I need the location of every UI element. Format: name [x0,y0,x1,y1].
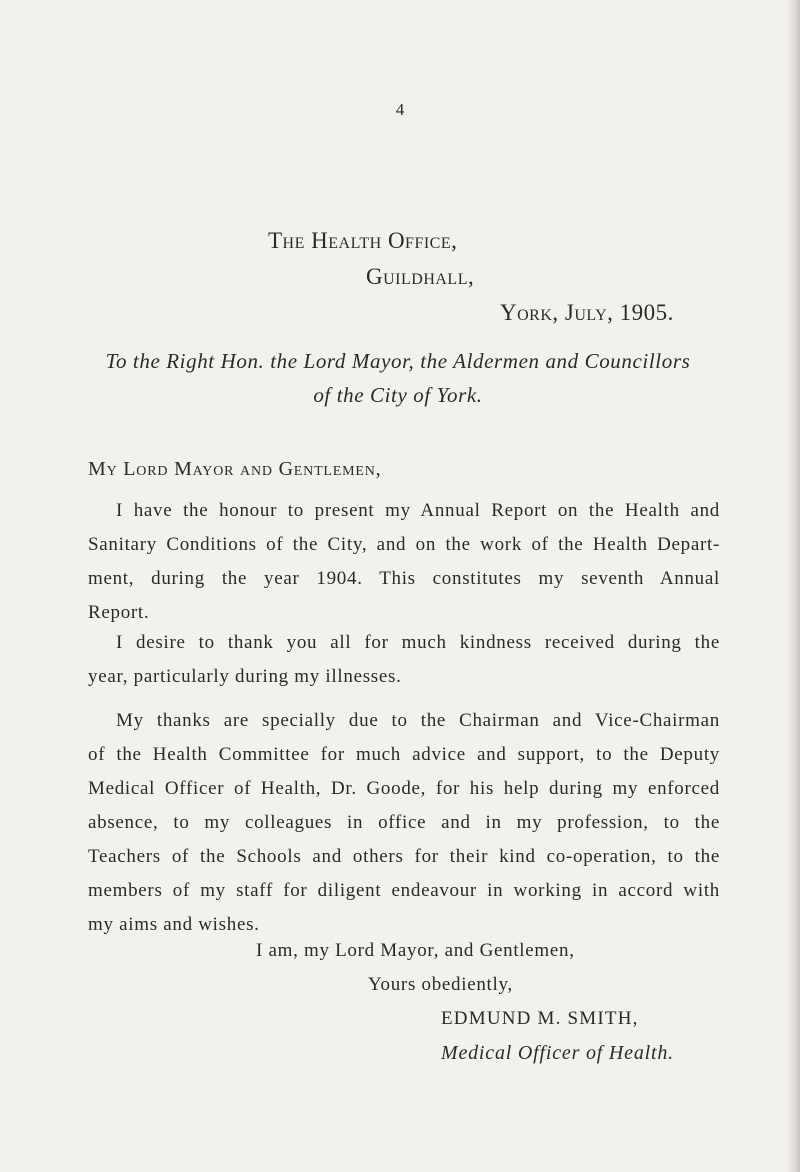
address-line-building: Guildhall, [366,264,475,289]
signature-title: Medical Officer of Health. [441,1042,674,1064]
paragraph-line: I desire to thank you all for much kindness received during the [116,632,720,653]
paragraph-line: Teachers of the Schools and others for their kind co-operation, to the [88,846,720,867]
paragraph-line: year, particularly during my illnesses. [88,666,402,687]
address-line-office: The Health Office, [268,228,458,253]
closing-line: I am, my Lord Mayor, and Gentlemen, [256,940,575,961]
paragraph-line: of the Health Committee for much advice and support, to the Deputy [88,744,720,765]
paragraph-line: My thanks are specially due to the Chairman and Vice-Chairman [116,710,720,731]
paragraph-line: absence, to my colleagues in office and in my profession, to the [88,812,720,833]
address-line-date: York, July, 1905. [500,300,674,325]
paragraph-line: ment, during the year 1904. This constitutes my seventh Annual [88,568,720,589]
paragraph-line: my aims and wishes. [88,914,260,935]
addressee [88,344,708,412]
signature-name: EDMUND M. SMITH, [441,1008,639,1029]
addressee-line-2: of the City of York. [313,383,483,407]
greeting: My Lord Mayor and Gentlemen, [88,458,382,480]
paragraph-line: Report. [88,602,150,623]
page-edge-shadow [786,0,800,1172]
paragraph-line: I have the honour to present my Annual Report on the Health and [116,500,720,521]
paragraph-report [88,494,720,630]
paragraph-thanks [88,626,720,694]
paragraph-line: members of my staff for diligent endeavour in working in accord with [88,880,720,901]
paragraph-line: Sanitary Conditions of the City, and on the work of the Health Depart- [88,534,720,555]
closing-valediction: Yours obediently, [368,974,513,995]
paragraph-line: Medical Officer of Health, Dr. Goode, for his help during my enforced [88,778,720,799]
paragraph-acknowledgements [88,704,720,942]
addressee-line-1: To the Right Hon. the Lord Mayor, the Aldermen and Councillors [105,349,691,373]
page-number: 4 [395,100,405,119]
